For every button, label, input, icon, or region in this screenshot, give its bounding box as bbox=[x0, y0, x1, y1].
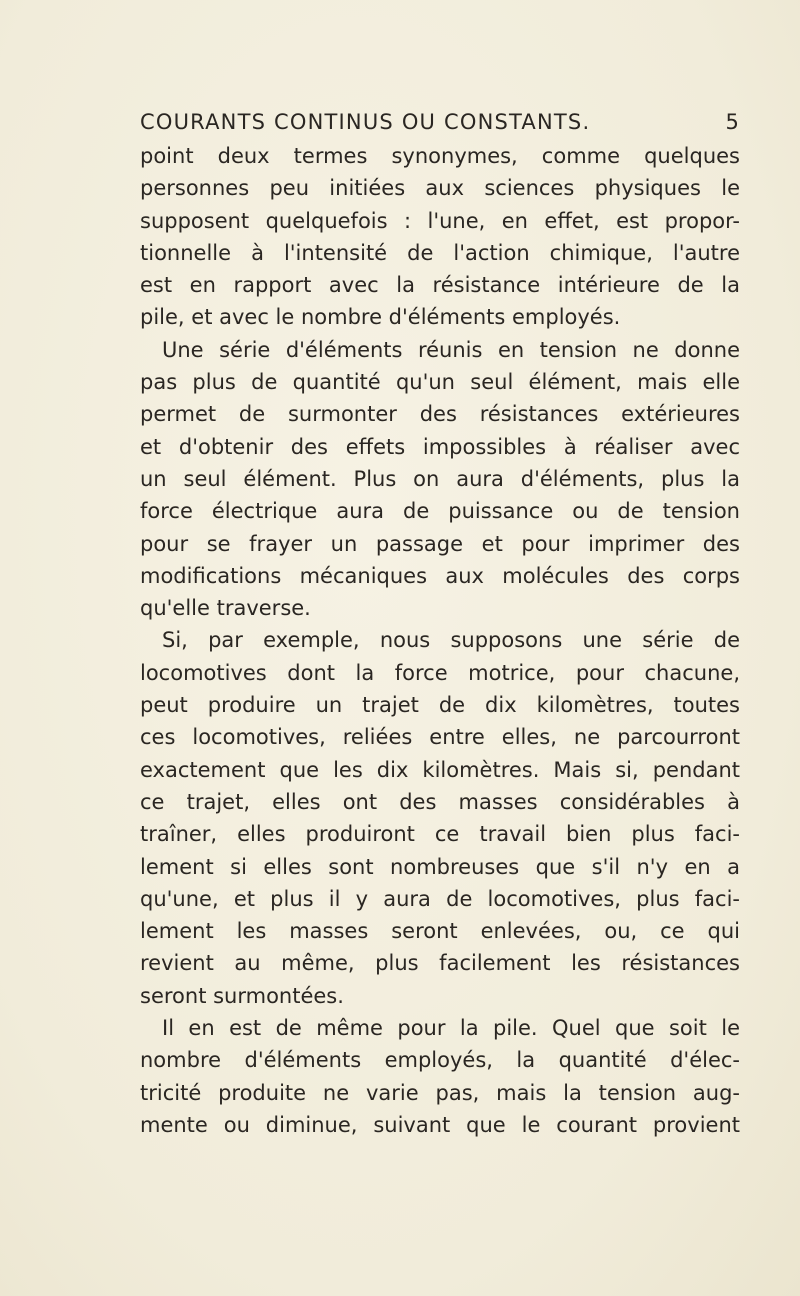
text-line: mente ou diminue, suivant que le courant provient bbox=[140, 1112, 740, 1137]
text-line: un seul élément. Plus on aura d'éléments, plus la bbox=[140, 466, 740, 491]
text-line: pas plus de quantité qu'un seul élément, mais elle bbox=[140, 370, 740, 395]
text-line: qu'une, et plus il y aura de locomotives, plus faci- bbox=[140, 886, 740, 911]
text-line: traîner, elles produiront ce travail bien plus faci- bbox=[140, 822, 740, 847]
text-line: supposent quelquefois : l'une, en effet, est propor- bbox=[140, 208, 740, 233]
text-line: locomotives dont la force motrice, pour chacune, bbox=[140, 660, 740, 685]
text-line: revient au même, plus facilement les résistances bbox=[140, 951, 740, 976]
text-line: est en rapport avec la résistance intérieure de la bbox=[140, 273, 740, 298]
text-line: qu'elle traverse. bbox=[140, 596, 311, 621]
text-line: point deux termes synonymes, comme quelques bbox=[140, 144, 740, 168]
text-line: Il en est de même pour la pile. Quel que soit le bbox=[162, 1016, 740, 1041]
text-line: Une série d'éléments réunis en tension ne donne bbox=[162, 337, 740, 362]
text-line: tionnelle à l'intensité de l'action chimique, l'autre bbox=[140, 240, 740, 265]
text-line: Si, par exemple, nous supposons une série de bbox=[162, 628, 740, 653]
body-text bbox=[140, 140, 740, 1141]
paragraph bbox=[140, 334, 740, 625]
text-line: tricité produite ne varie pas, mais la tension aug- bbox=[140, 1080, 740, 1105]
text-line: permet de surmonter des résistances extérieures bbox=[140, 402, 740, 427]
paragraph bbox=[140, 624, 740, 1012]
running-title: COURANTS CONTINUS OU CONSTANTS. bbox=[140, 110, 591, 134]
text-line: pile, et avec le nombre d'éléments employés. bbox=[140, 305, 621, 330]
paragraph bbox=[140, 140, 740, 334]
text-line: seront surmontées. bbox=[140, 983, 344, 1008]
text-line: pour se frayer un passage et pour imprimer des bbox=[140, 531, 740, 556]
text-line: modifications mécaniques aux molécules des corps bbox=[140, 563, 740, 588]
text-line: personnes peu initiées aux sciences physiques le bbox=[140, 176, 740, 201]
text-line: et d'obtenir des effets impossibles à réaliser avec bbox=[140, 434, 740, 459]
text-line: ces locomotives, reliées entre elles, ne parcourront bbox=[140, 725, 740, 750]
text-line: lement si elles sont nombreuses que s'il n'y en a bbox=[140, 854, 740, 879]
text-line: peut produire un trajet de dix kilomètres, toutes bbox=[140, 693, 740, 718]
text-line: nombre d'éléments employés, la quantité d'élec- bbox=[140, 1048, 740, 1073]
page-number: 5 bbox=[725, 110, 740, 134]
running-head bbox=[140, 110, 740, 140]
text-line: exactement que les dix kilomètres. Mais si, pendant bbox=[140, 757, 740, 782]
text-line: lement les masses seront enlevées, ou, ce qui bbox=[140, 919, 740, 944]
paragraph bbox=[140, 1012, 740, 1141]
text-line: ce trajet, elles ont des masses considérables à bbox=[140, 789, 740, 814]
text-line: force électrique aura de puissance ou de tension bbox=[140, 499, 740, 524]
